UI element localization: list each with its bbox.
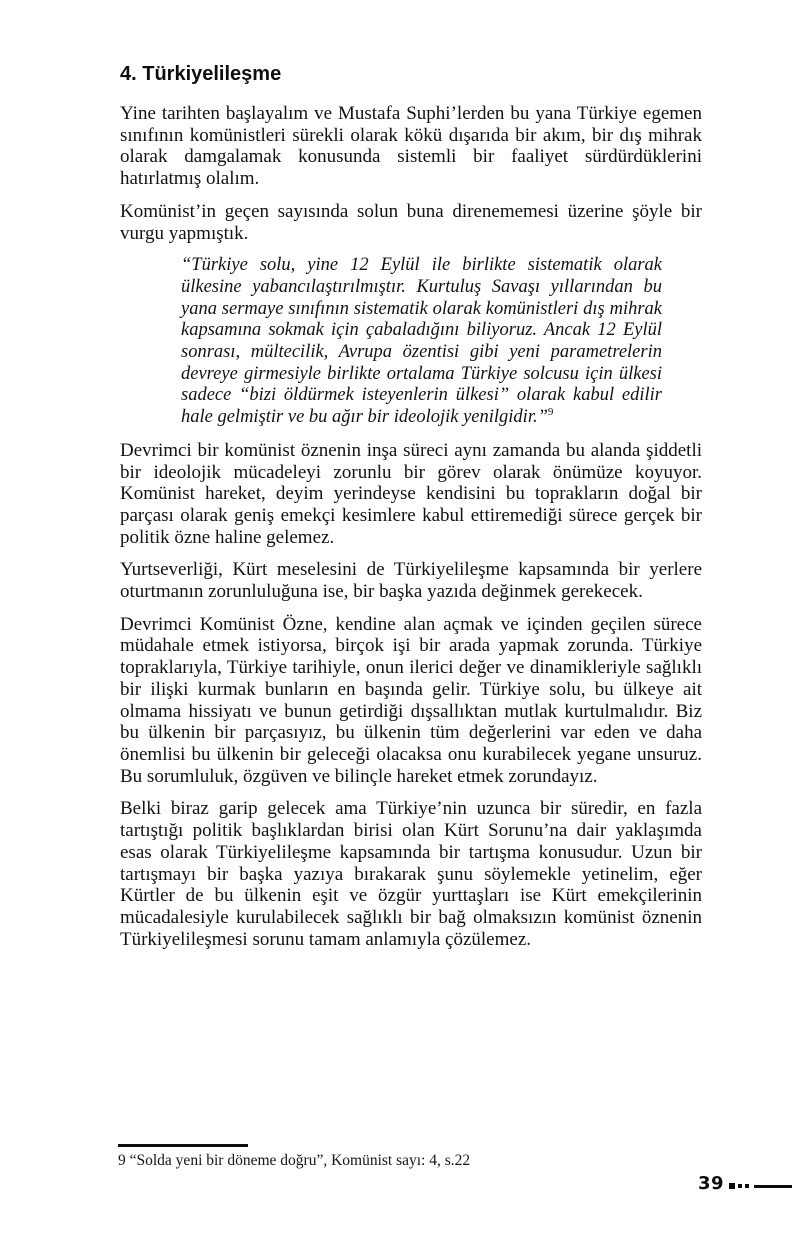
footer-ornament-icon xyxy=(729,1183,798,1189)
paragraph: Yurtseverliği, Kürt meselesini de Türkiyelileşme kapsamında bir yerlere oturtmanın zorunluluğuna ise, bir başka yazıda değinmek gerekecek. xyxy=(120,559,702,603)
page-number: 39 xyxy=(698,1173,725,1194)
paragraph: Belki biraz garip gelecek ama Türkiye’nin uzunca bir süredir, en fazla tartıştığı politik başlıklardan birisi olan Kürt Sorunu’na dair yaklaşımda esas olarak Türkiyelileşme kapsamında bir tartışma konusudur. Uzun bir tartışmayı bir başka yazıya bırakarak şunu söylemekle yetinelim, eğer Kürtler de bu ülkenin eşit ve özgür yurttaşları ise Kürt emekçilerinin mücadalesiyle kurulabilecek sağlıklı bir bağ olmaksızın komünist öznenin Türkiyelileşmesi sorunu tamam anlamıyla çözülemez. xyxy=(120,798,702,950)
paragraph: Devrimci Komünist Özne, kendine alan açmak ve içinden geçilen sürece müdahale etmek istiyorsa, birçok işi bir arada yapmak zorunda. Türkiye topraklarıyla, Türkiye tarihiyle, onun ilerici değer ve dinamikleriyle sağlıklı bir ilişki kurmak bunların en başında gelir. Türkiye solu, bu ülkeye ait olmama hissiyatı ve bunun getirdiği dışsallıktan mutlak kurtulmalıdır. Biz bu ülkenin bir parçasıyız, bu ülkenin tüm değerlerini var eden ve daha önemlisi bu ülkenin bir geleceği olacaksa onu kurabilecek yegane unsuruz. Bu sorumluluk, özgüven ve bilinçle hareket etmek zorundayız. xyxy=(120,613,702,787)
block-quote xyxy=(181,255,662,429)
page-footer xyxy=(698,1174,798,1194)
quote-text: “Türkiye solu, yine 12 Eylül ile birlikte sistematik olarak ülkesine yabancılaştırılmıştır. Kurtuluş Savaşı yıllarından bu yana sermaye sınıfının sistematik olarak komünistleri dış mihrak kapsamına sokmak için çabaladığını biliyoruz. Ancak 12 Eylül sonrası, mültecilik, Avrupa özentisi gibi yeni parametrelerin devreye girmesiyle birlikte ortalama Türkiye solcusu için ülkesi sadece “bizi öldürmek isteyenlerin ülkesi” olarak kabul edilir hale gelmiştir ve bu ağır bir ideolojik yenilgidir.” xyxy=(181,255,662,428)
ornament-square-small xyxy=(738,1184,742,1188)
text-column xyxy=(120,62,702,961)
ornament-rule xyxy=(754,1185,792,1188)
footnote-reference: 9 xyxy=(547,405,554,418)
footnote-text: “Solda yeni bir döneme doğru”, Komünist sayı: 4, s.22 xyxy=(129,1152,471,1169)
footnote-marker: 9 xyxy=(118,1152,126,1169)
paragraph: Devrimci bir komünist öznenin inşa süreci aynı zamanda bu alanda şiddetli bir ideolojik mücadeleyi zorunlu bir görev olarak önümüze koyuyor. Komünist hareket, deyim yerindeyse kendisini bu toprakların doğal bir parçası olarak geniş emekçi kesimlere kabul ettiremediği sürece gerçek bir politik özne haline gelemez. xyxy=(120,439,702,548)
footnote-area xyxy=(118,1144,700,1170)
paragraph: Komünist’in geçen sayısında solun buna direnememesi üzerine şöyle bir vurgu yapmıştık. xyxy=(120,200,702,244)
footnote-divider xyxy=(118,1144,248,1147)
section-heading: 4. Türkiyelileşme xyxy=(120,63,282,85)
ornament-square-small xyxy=(745,1184,749,1188)
paragraph: Yine tarihten başlayalım ve Mustafa Suphi’lerden bu yana Türkiye egemen sınıfının komünistleri sürekli olarak kökü dışarıda bir akım, bir dış mihrak olarak damgalamak konusunda sistemli bir faaliyet sürdürdüklerini hatırlatmış olalım. xyxy=(120,103,702,190)
ornament-square-large xyxy=(729,1183,735,1189)
footnote xyxy=(118,1151,700,1170)
